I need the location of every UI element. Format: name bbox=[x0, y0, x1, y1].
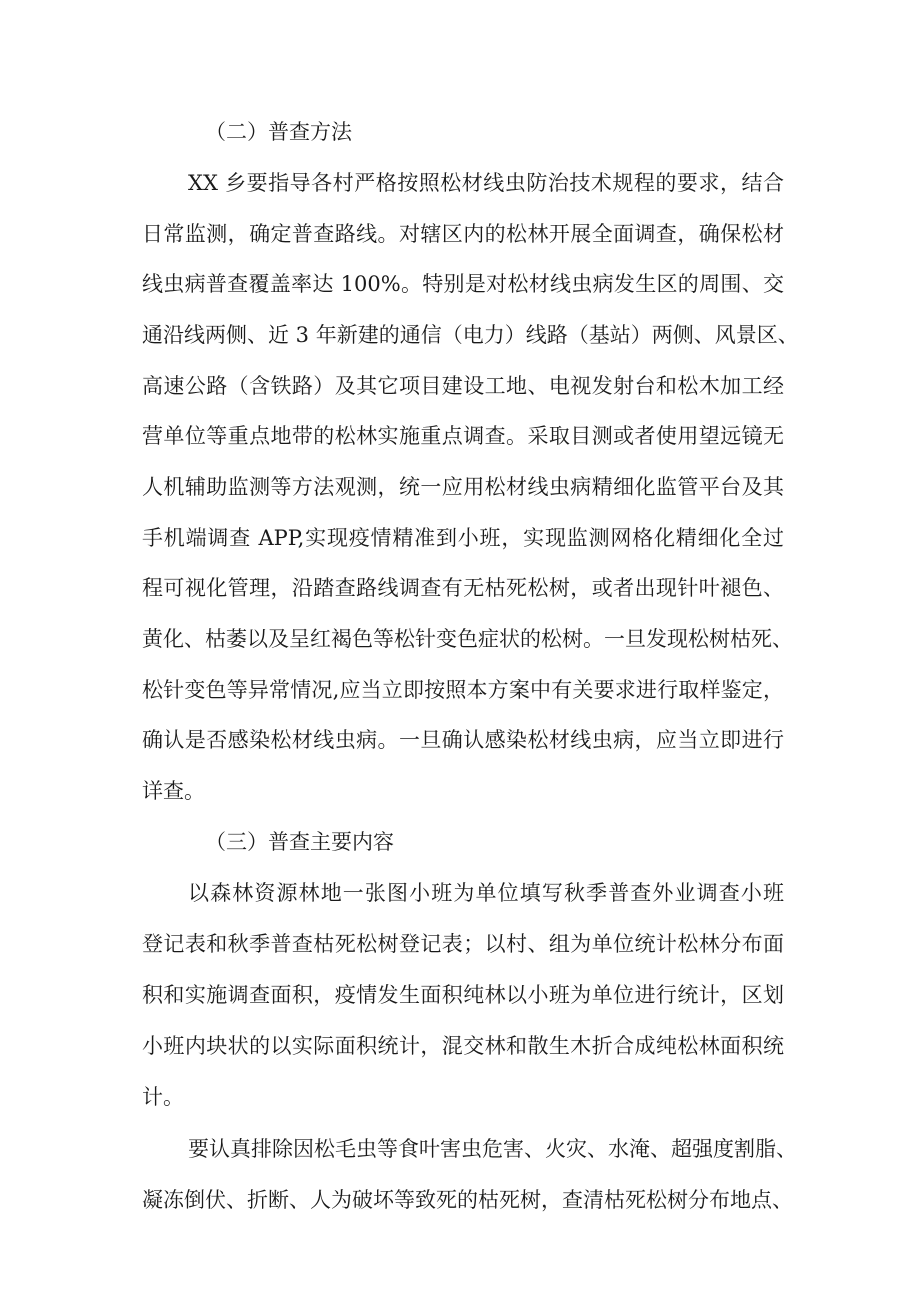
paragraph-line: 黄化、枯萎以及呈红褐色等松针变色症状的松树。一旦发现松树枯死、 bbox=[142, 627, 793, 651]
paragraph-line: XX 乡要指导各村严格按照松材线虫防治技术规程的要求，结合 bbox=[188, 171, 784, 195]
paragraph-line: 确认是否感染松材线虫病。一旦确认感染松材线虫病，应当立即进行 bbox=[142, 728, 784, 752]
paragraph-line: 营单位等重点地带的松林实施重点调查。采取目测或者使用望远镜无 bbox=[142, 424, 784, 448]
paragraph-line: 松针变色等异常情况,应当立即按照本方案中有关要求进行取样鉴定， bbox=[142, 678, 784, 702]
section-heading-survey-content: （三）普查主要内容 bbox=[205, 830, 394, 854]
paragraph-line: 以森林资源林地一张图小班为单位填写秋季普查外业调查小班 bbox=[188, 881, 784, 905]
paragraph-line: 要认真排除因松毛虫等食叶害虫危害、火灾、水淹、超强度割脂、 bbox=[188, 1137, 797, 1161]
paragraph-line: 计。 bbox=[142, 1085, 184, 1109]
paragraph-line: 凝冻倒伏、折断、人为破坏等致死的枯死树，查清枯死松树分布地点、 bbox=[142, 1188, 793, 1212]
paragraph-line: 人机辅助监测等方法观测，统一应用松材线虫病精细化监管平台及其 bbox=[142, 475, 784, 499]
paragraph-line: 手机端调查 APP,实现疫情精准到小班，实现监测网格化精细化全过 bbox=[142, 526, 784, 550]
paragraph-line: 高速公路（含铁路）及其它项目建设工地、电视发射台和松木加工经 bbox=[142, 374, 784, 398]
paragraph-line: 小班内块状的以实际面积统计，混交林和散生木折合成纯松林面积统 bbox=[142, 1034, 784, 1058]
paragraph-line: 积和实施调查面积，疫情发生面积纯林以小班为单位进行统计，区划 bbox=[142, 983, 784, 1007]
section-heading-survey-method: （二）普查方法 bbox=[205, 120, 352, 144]
paragraph-line: 登记表和秋季普查枯死松树登记表；以村、组为单位统计松林分布面 bbox=[142, 932, 784, 956]
paragraph-line: 日常监测，确定普查路线。对辖区内的松林开展全面调查，确保松材 bbox=[142, 222, 784, 246]
paragraph-line: 详查。 bbox=[142, 779, 205, 803]
paragraph-line: 程可视化管理，沿踏查路线调查有无枯死松树，或者出现针叶褪色、 bbox=[142, 576, 784, 600]
paragraph-line: 通沿线两侧、近 3 年新建的通信（电力）线路（基站）两侧、风景区、 bbox=[142, 323, 799, 347]
paragraph-line: 线虫病普查覆盖率达 100%。特别是对松材线虫病发生区的周围、交 bbox=[142, 272, 784, 296]
